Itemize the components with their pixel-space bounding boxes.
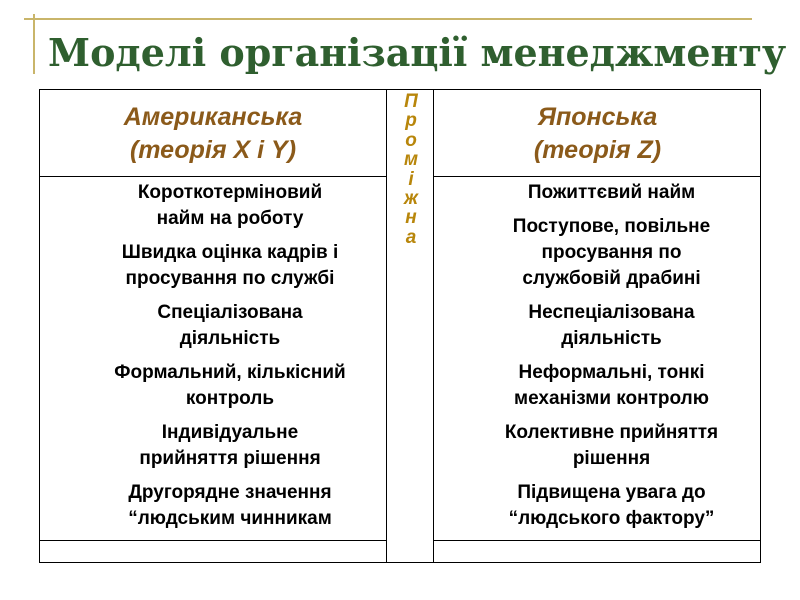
column-divider-left	[386, 90, 387, 562]
american-model-list	[74, 180, 386, 540]
decorative-top-line	[24, 18, 752, 20]
list-item: Поступове, повільне просування по службовій драбині	[512, 216, 711, 289]
list-item: Підвищена увага до “людського фактору”	[508, 482, 715, 529]
list-item: Спеціалізована діяльність	[157, 302, 303, 349]
list-item: Індивідуальне прийняття рішення	[139, 422, 321, 469]
bottom-divider-right	[433, 540, 760, 541]
list-item: Швидка оцінка кадрів і просування по службі	[121, 242, 339, 289]
japanese-header-line-2: (теорія Z)	[533, 135, 662, 164]
japanese-header-line-1: Японська	[537, 102, 658, 131]
list-item: Другорядне значення “людським чинникам	[128, 482, 332, 529]
intermediate-letter: р	[405, 110, 417, 132]
bottom-divider-left	[40, 540, 386, 541]
american-header-line-1: Американська	[123, 102, 303, 131]
japanese-model-list	[462, 180, 761, 540]
intermediate-letter: ж	[404, 188, 418, 210]
list-item: Формальний, кількісний контроль	[114, 362, 346, 409]
page-title: Моделі організації менеджменту	[48, 30, 787, 75]
intermediate-letter: а	[405, 226, 417, 248]
american-model-header	[40, 90, 386, 177]
list-item: Неспеціалізована діяльність	[528, 302, 695, 349]
list-item: Колективне прийняття рішення	[504, 422, 719, 469]
american-header-line-2: (теорія X і Y)	[129, 135, 297, 164]
intermediate-letter: П	[404, 91, 418, 112]
intermediate-column-label	[389, 92, 433, 247]
list-item: Короткотерміновий найм на роботу	[137, 182, 323, 229]
intermediate-letter: і	[408, 168, 414, 190]
list-item: Пожиттєвий найм	[527, 182, 696, 203]
comparison-table	[39, 89, 761, 563]
intermediate-letter: о	[405, 129, 417, 151]
japanese-model-header	[434, 90, 761, 177]
decorative-side-line	[33, 14, 35, 74]
intermediate-letter: м	[403, 149, 419, 171]
intermediate-letter: н	[405, 207, 417, 229]
list-item: Неформальні, тонкі механізми контролю	[514, 362, 709, 409]
